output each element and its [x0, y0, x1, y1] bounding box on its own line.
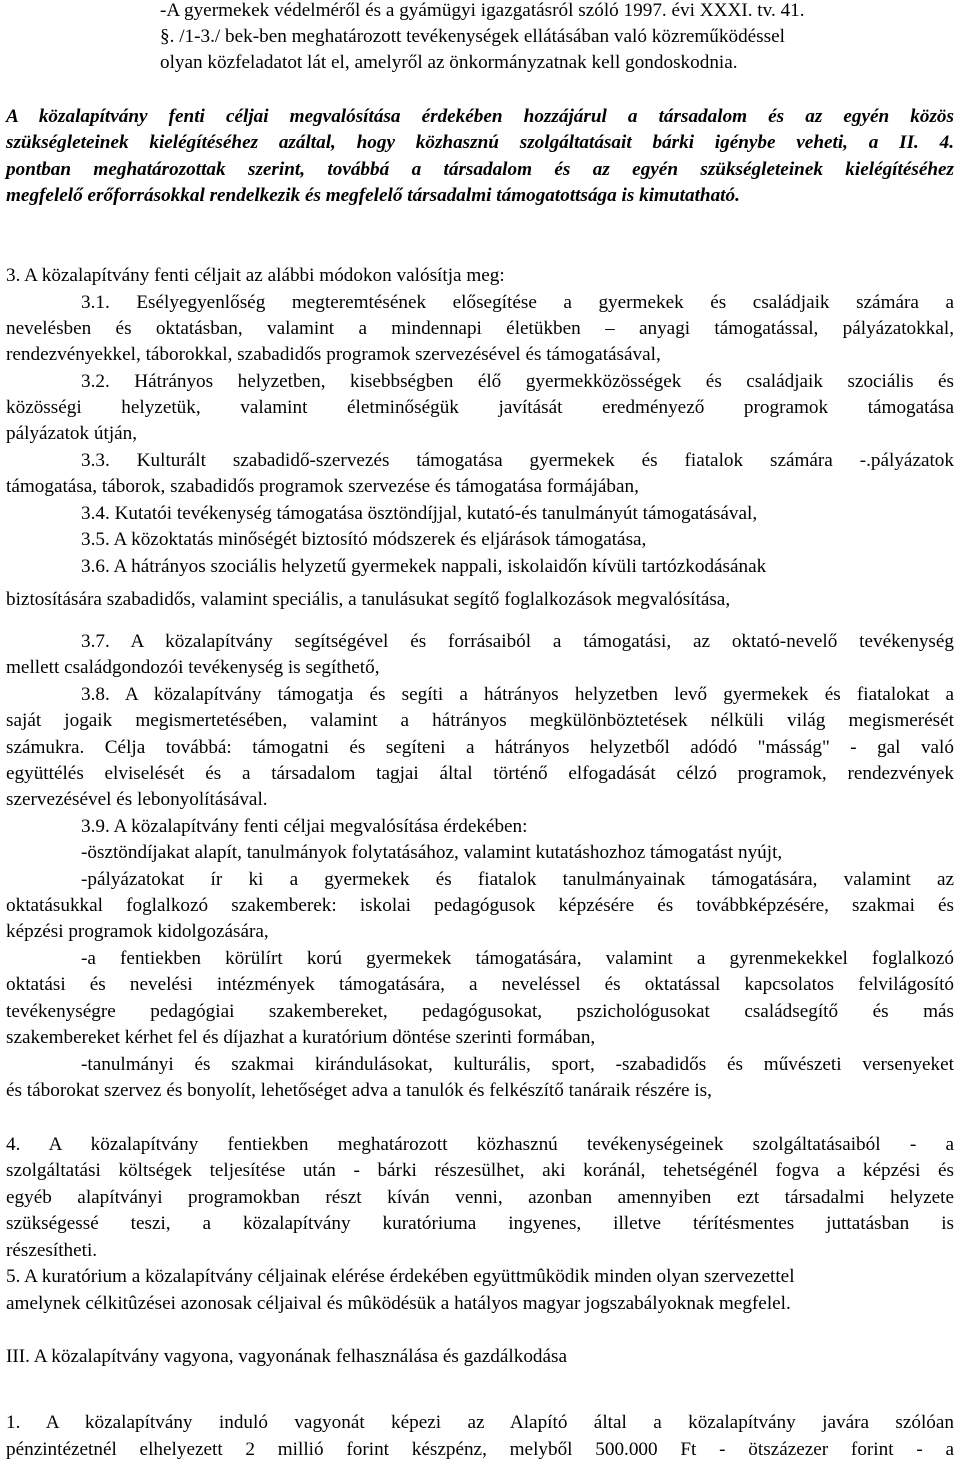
- item-3-9-bullet-3-line-4: szakembereket kérhet fel és díjazhat a kuratórium döntése szerinti formában,: [6, 1027, 596, 1048]
- item-3-1-line-2: nevelésben és oktatásban, valamint a mindennapi életükben – anyagi támogatással, pályázatokkal,: [6, 318, 954, 339]
- item-3-9-bullet-3-line-1: -a fentiekben körülírt korú gyermekek támogatására, valamint a gyrenmekekkel foglalkozó: [81, 948, 954, 969]
- item-3-5: 3.5. A közoktatás minőségét biztosító módszerek és eljárások támogatása,: [81, 529, 647, 550]
- item-3-3-line-1: 3.3. Kulturált szabadidő-szervezés támogatása gyermekek és fiatalok számára -.pályázatok: [81, 450, 954, 471]
- item-3-8-line-2: saját jogaik megismertetésében, valamint a hátrányos megkülönböztetések nélküli világ megismerését: [6, 710, 954, 731]
- bold-paragraph-line-3: pontban meghatározottak szerint, továbbá a társadalom és az egyén szükségleteinek kielégítéséhez: [6, 159, 954, 180]
- item-3-2-line-1: 3.2. Hátrányos helyzetben, kisebbségben élő gyermekközösségek és családjaik szociális és: [81, 371, 954, 392]
- bold-paragraph-line-4: megfelelő erőforrásokkal rendelkezik és megfelelő társadalmi támogatottsága is kimutatható.: [6, 185, 740, 206]
- item-3-1-line-3: rendezvényekkel, táborokkal, szabadidős programok szervezésével és támogatásával,: [6, 344, 661, 365]
- section-5-line-1: 5. A kuratórium a közalapítvány céljainak elérése érdekében együttmûködik minden olyan szervezettel: [6, 1266, 795, 1287]
- item-3-4: 3.4. Kutatói tevékenység támogatása ösztöndíjjal, kutató-és tanulmányút támogatásával,: [81, 503, 758, 524]
- intro-line-1: -A gyermekek védelméről és a gyámügyi igazgatásról szóló 1997. évi XXXI. tv. 41.: [160, 0, 805, 21]
- item-3-9-bullet-3-line-3: tevékenységre pedagógiai szakembereket, pedagógusokat, pszichológusokat családsegítő és más: [6, 1001, 954, 1022]
- section-4-line-2: szolgáltatási költségek teljesítése után - bárki részesülhet, aki koránál, tehetségénél fogva a képzési és: [6, 1160, 954, 1181]
- chapter-iii-heading: III. A közalapítvány vagyona, vagyonának felhasználása és gazdálkodása: [6, 1346, 568, 1367]
- bold-paragraph-line-1: A közalapítvány fenti céljai megvalósítása érdekében hozzájárul a társadalom és az egyén közös: [6, 106, 954, 127]
- item-3-2-line-3: pályázatok útján,: [6, 423, 138, 444]
- item-3-2-line-2: közösségi helyzetük, valamint életminőségük javítását eredményező programok támogatása: [6, 397, 954, 418]
- item-3-1-line-1: 3.1. Esélyegyenlőség megteremtésének elősegítése a gyermekek és családjaik számára a: [81, 292, 954, 313]
- item-3-9-bullet-2-line-1: -pályázatokat ír ki a gyermekek és fiatalok tanulmányainak támogatására, valamint az: [81, 869, 954, 890]
- item-3-8-line-4: együttélés elviselését és a társadalom tagjai által történő elfogadását célzó programok, rendezvények: [6, 763, 954, 784]
- item-3-7-line-1: 3.7. A közalapítvány segítségével és forrásaiból a támogatási, az oktató-nevelő tevékenység: [81, 631, 954, 652]
- item-3-6-line-2: biztosítására szabadidős, valamint speciális, a tanulásukat segítő foglalkozások megvalósítása,: [6, 589, 731, 610]
- chapter-iii-item-1-line-1: 1. A közalapítvány induló vagyonát képezi az Alapító által a közalapítvány javára szólóan: [6, 1412, 954, 1433]
- item-3-8-line-3: számukra. Célja továbbá: támogatni és segíteni a hátrányos helyzetből adódó "másság" - gal való: [6, 737, 954, 758]
- item-3-9-heading: 3.9. A közalapítvány fenti céljai megvalósítása érdekében:: [81, 816, 528, 837]
- item-3-9-bullet-4-line-1: -tanulmányi és szakmai kirándulásokat, kulturális, sport, -szabadidős és művészeti versenyeket: [81, 1054, 954, 1075]
- section-4-line-4: szükségessé teszi, a közalapítvány kuratóriuma ingyenes, illetve térítésmentes juttatásban is: [6, 1213, 954, 1234]
- item-3-9-bullet-4-line-2: és táborokat szervez és bonyolít, lehetőséget adva a tanulók és felkészítő tanáraik részére is,: [6, 1080, 712, 1101]
- bold-paragraph-line-2: szükségleteinek kielégítéséhez azáltal, hogy közhasznú szolgáltatásait bárki igénybe veheti, a II. 4.: [6, 132, 954, 153]
- item-3-6-line-1: 3.6. A hátrányos szociális helyzetű gyermekek nappali, iskolaidőn kívüli tartózkodásának: [81, 556, 767, 577]
- intro-line-3: olyan közfeladatot lát el, amelyről az önkormányzatnak kell gondoskodnia.: [160, 52, 738, 73]
- item-3-3-line-2: támogatása, táborok, szabadidős programok szervezése és támogatása formájában,: [6, 476, 639, 497]
- section-5-line-2: amelynek célkitûzései azonosak céljaival és mûködésük a hatályos magyar jogszabályoknak megfelel.: [6, 1293, 791, 1314]
- item-3-8-line-1: 3.8. A közalapítvány támogatja és segíti a hátrányos helyzetben levő gyermekek és fiatalokat a: [81, 684, 954, 705]
- section-4-line-5: részesítheti.: [6, 1240, 98, 1261]
- intro-line-2: §. /1-3./ bek-ben meghatározott tevékenységek ellátásában való közreműködéssel: [160, 26, 785, 47]
- item-3-7-line-2: mellett családgondozói tevékenység is segíthető,: [6, 657, 380, 678]
- item-3-9-bullet-3-line-2: oktatási és nevelési intézmények támogatására, a neveléssel és oktatással kapcsolatos felvilágosító: [6, 974, 954, 995]
- item-3-9-bullet-2-line-3: képzési programok kidolgozására,: [6, 921, 269, 942]
- section-3-heading: 3. A közalapítvány fenti céljait az alábbi módokon valósítja meg:: [6, 265, 505, 286]
- section-4-line-3: egyéb alapítványi programokban részt kíván venni, azonban amennyiben ezt társadalmi helyzete: [6, 1187, 954, 1208]
- item-3-9-bullet-2-line-2: oktatásukkal foglalkozó szakemberek: iskolai pedagógusok képzésére és továbbképzésére, szakmai és: [6, 895, 954, 916]
- chapter-iii-item-1-line-2: pénzintézetnél elhelyezett 2 millió forint készpénz, melyből 500.000 Ft - ötszázezer forint - a: [6, 1439, 954, 1460]
- item-3-8-line-5: szervezésével és lebonyolításával.: [6, 789, 268, 810]
- section-4-line-1: 4. A közalapítvány fentiekben meghatározott közhasznú tevékenységeinek szolgáltatásaiból - a: [6, 1134, 954, 1155]
- item-3-9-bullet-1: -ösztöndíjakat alapít, tanulmányok folytatásához, valamint kutatáshozhoz támogatást nyújt,: [81, 842, 783, 863]
